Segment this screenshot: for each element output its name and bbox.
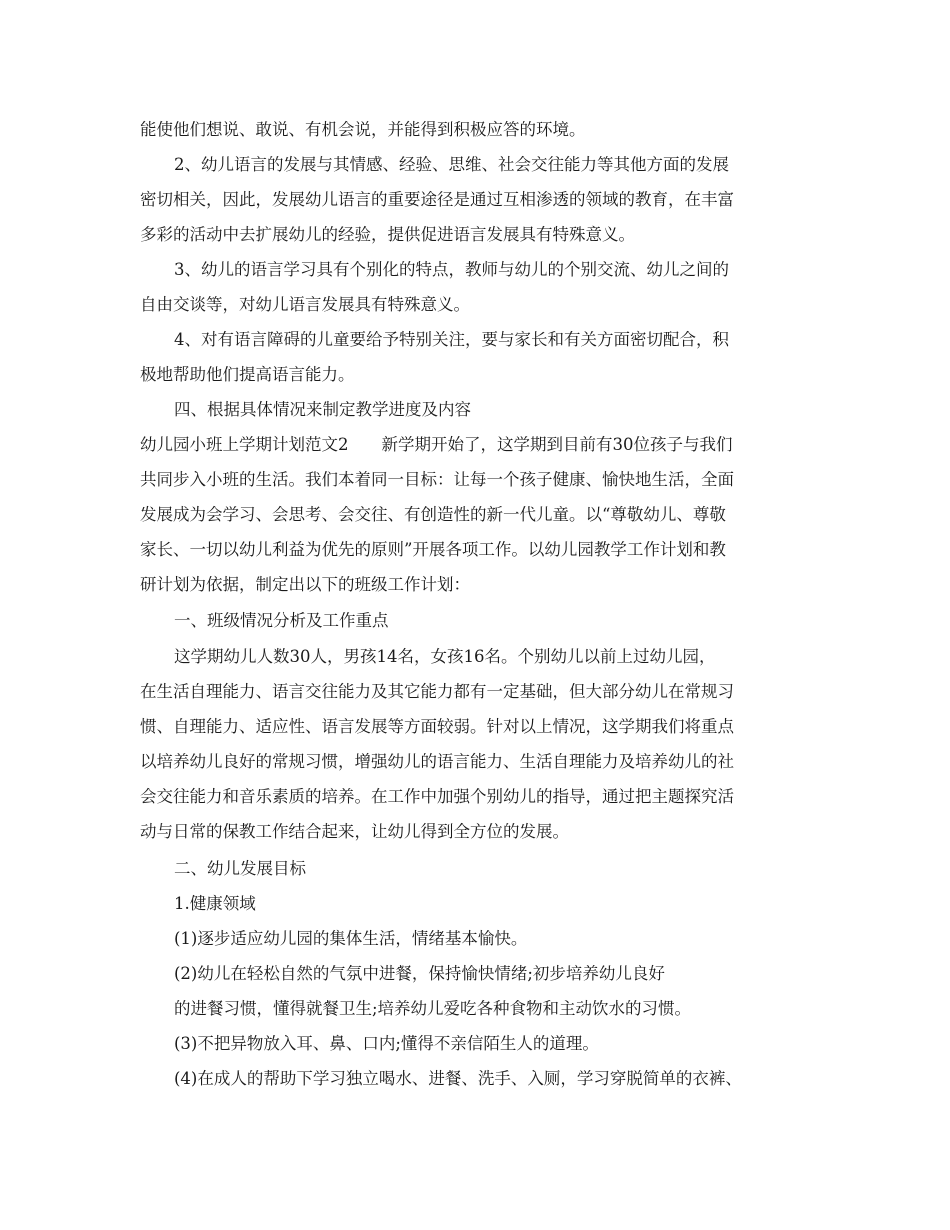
text-line: 能使他们想说、敢说、有机会说，并能得到积极应答的环境。 bbox=[140, 120, 586, 139]
text-line: 在生活自理能力、语言交往能力及其它能力都有一定基础，但大部分幼儿在常规习 bbox=[140, 682, 734, 701]
text-line: 共同步入小班的生活。我们本着同一目标：让每一个孩子健康、愉快地生活，全面 bbox=[140, 470, 734, 489]
text-line: 惯、自理能力、适应性、语言发展等方面较弱。针对以上情况，这学期我们将重点 bbox=[140, 717, 734, 736]
text-line: 的进餐习惯，懂得就餐卫生;培养幼儿爱吃各种食物和主动饮水的习惯。 bbox=[174, 999, 692, 1018]
section-heading: 四、根据具体情况来制定教学进度及内容 bbox=[174, 400, 471, 419]
list-item: (2)幼儿在轻松自然的气氛中进餐，保持愉快情绪;初步培养幼儿良好 bbox=[174, 964, 665, 983]
text-line: 家长、一切以幼儿利益为优先的原则”开展各项工作。以幼儿园教学工作计划和教 bbox=[140, 540, 726, 559]
list-item: (4)在成人的帮助下学习独立喝水、进餐、洗手、入厕，学习穿脱简单的衣裤、 bbox=[174, 1069, 742, 1088]
text-line: 自由交谈等，对幼儿语言发展具有特殊意义。 bbox=[140, 295, 470, 314]
text-line: 研计划为依据，制定出以下的班级工作计划： bbox=[140, 575, 470, 594]
text-line: 发展成为会学习、会思考、会交往、有创造性的新一代儿童。以“尊敬幼儿、尊敬 bbox=[140, 505, 726, 524]
text-line: 幼儿园小班上学期计划范文2 新学期开始了，这学期到目前有30位孩子与我们 bbox=[140, 435, 733, 454]
text-line: 多彩的活动中去扩展幼儿的经验，提供促进语言发展具有特殊意义。 bbox=[140, 225, 635, 244]
list-item: (3)不把异物放入耳、鼻、口内;懂得不亲信陌生人的道理。 bbox=[174, 1034, 599, 1053]
text-line: 2、幼儿语言的发展与其情感、经验、思维、社会交往能力等其他方面的发展 bbox=[174, 155, 729, 174]
text-line: 以培养幼儿良好的常规习惯，增强幼儿的语言能力、生活自理能力及培养幼儿的社 bbox=[140, 752, 734, 771]
section-heading: 一、班级情况分析及工作重点 bbox=[174, 611, 389, 630]
subsection-heading: 1.健康领域 bbox=[174, 894, 256, 913]
text-line: 极地帮助他们提高语言能力。 bbox=[140, 365, 355, 384]
text-line: 3、幼儿的语言学习具有个别化的特点，教师与幼儿的个别交流、幼儿之间的 bbox=[174, 260, 729, 279]
text-line: 会交往能力和音乐素质的培养。在工作中加强个别幼儿的指导，通过把主题探究活 bbox=[140, 787, 734, 806]
text-line: 密切相关，因此，发展幼儿语言的重要途径是通过互相渗透的领域的教育，在丰富 bbox=[140, 190, 734, 209]
text-line: 这学期幼儿人数30人，男孩14名，女孩16名。个别幼儿以前上过幼儿园， bbox=[174, 647, 716, 666]
text-line: 动与日常的保教工作结合起来，让幼儿得到全方位的发展。 bbox=[140, 822, 569, 841]
text-line: 4、对有语言障碍的儿童要给予特别关注，要与家长和有关方面密切配合，积 bbox=[174, 330, 729, 349]
list-item: (1)逐步适应幼儿园的集体生活，情绪基本愉快。 bbox=[174, 929, 528, 948]
section-heading: 二、幼儿发展目标 bbox=[174, 859, 306, 878]
